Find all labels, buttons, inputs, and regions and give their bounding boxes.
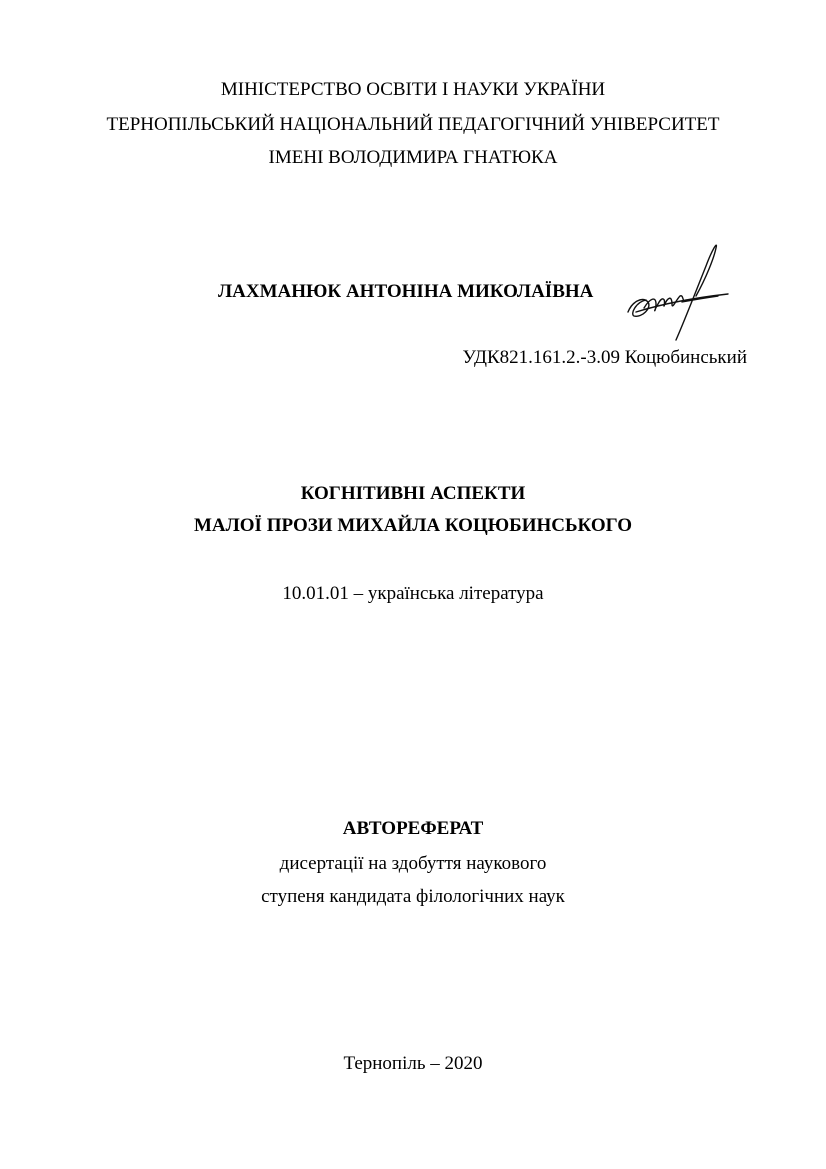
specialty-code: 10.01.01 – українська література [282, 583, 544, 604]
degree-line-2: ступеня кандидата філологічних наук [261, 886, 565, 907]
degree-line-1: дисертації на здобуття наукового [279, 853, 547, 874]
author-name: ЛАХМАНЮК АНТОНІНА МИКОЛАЇВНА [218, 281, 594, 302]
ministry-line: МІНІСТЕРСТВО ОСВІТИ І НАУКИ УКРАЇНИ [220, 79, 606, 100]
signature-icon [622, 238, 732, 344]
place-year: Тернопіль – 2020 [343, 1053, 483, 1074]
title-line-1: КОГНІТИВНІ АСПЕКТИ [300, 483, 526, 504]
title-line-2: МАЛОЇ ПРОЗИ МИХАЙЛА КОЦЮБИНСЬКОГО [193, 515, 633, 536]
university-name-line: ІМЕНІ ВОЛОДИМИРА ГНАТЮКА [268, 147, 558, 168]
university-line: ТЕРНОПІЛЬСЬКИЙ НАЦІОНАЛЬНИЙ ПЕДАГОГІЧНИЙ УНІВЕРСИТЕТ [106, 114, 720, 135]
udc-code: УДК821.161.2.-3.09 Коцюбинський [462, 347, 747, 368]
document-type-heading: АВТОРЕФЕРАТ [342, 818, 484, 839]
